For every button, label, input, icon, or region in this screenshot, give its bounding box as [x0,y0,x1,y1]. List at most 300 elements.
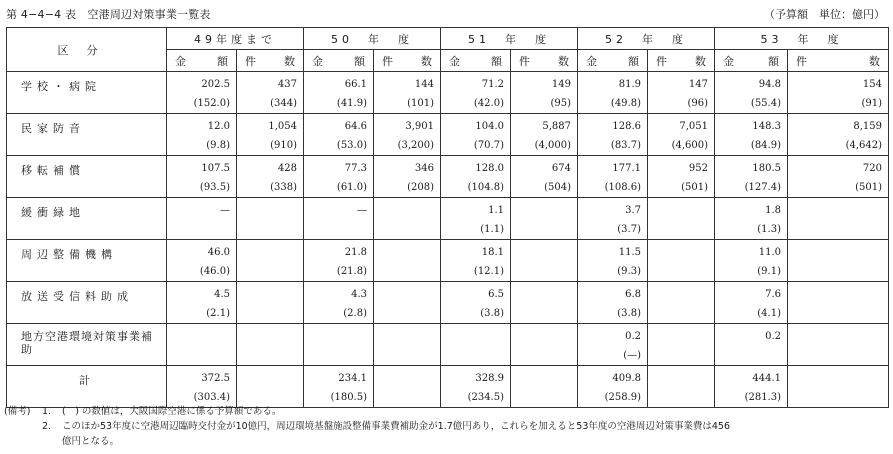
cell-value [308,327,367,346]
amount-cell [578,156,648,198]
cell-value: 6.8 [625,289,641,300]
sub-header-char: 金 [723,54,734,68]
year-header: 50 年 度 [304,28,441,50]
cell-value: — [220,205,230,216]
cell-osaka-value: (70.7) [473,140,504,151]
amount-cell [578,114,648,156]
year-header: 51 年 度 [441,28,578,50]
cell-osaka-value: (234.5) [467,392,504,403]
cell-value: 128.0 [475,163,504,174]
cell-value: 437 [277,79,297,90]
cell-osaka-value [241,220,297,239]
sub-header-char: 金 [586,54,597,68]
sub-header-char: 金 [449,54,460,68]
amount-header [304,50,374,72]
cell-value: 5,887 [542,121,571,132]
cell-value [792,285,882,304]
amount-cell [167,240,237,282]
cell-osaka-value: (4,642) [845,140,882,151]
cell-osaka-value: (303.4) [193,392,230,403]
cell-value: 104.0 [475,121,504,132]
cell-value [515,369,571,388]
table-body [7,72,889,408]
cell-value [652,243,708,262]
count-cell [237,198,304,240]
amount-cell [578,240,648,282]
amount-cell [167,114,237,156]
notes-head: (備考) [4,406,31,417]
category-header-a: 区 [57,43,87,57]
table-row [7,156,889,198]
cell-osaka-value: (84.9) [750,140,781,151]
cell-osaka-value: (4,600) [671,140,708,151]
count-cell [237,72,304,114]
cell-value: 0.2 [765,331,781,342]
cell-value: 720 [862,163,882,174]
count-cell [511,156,578,198]
cell-value [652,369,708,388]
cell-osaka-value: (9.8) [206,140,230,151]
cell-value: 177.1 [612,163,641,174]
count-cell [374,324,441,366]
amount-cell [167,72,237,114]
cell-osaka-value: (9.3) [617,266,641,277]
note-text: このほか53年度に空港周辺臨時交付金が10億円，周辺環境基盤施設整備事業費補助金が1.7億円あり，これらを加えると53年度の空港周辺対策事業費は456 [62,421,731,432]
cell-osaka-value: (91) [861,98,882,109]
sub-header-char: 金 [312,54,323,68]
category-header-b: 分 [86,43,116,57]
cell-value: 8,159 [853,121,882,132]
cell-osaka-value: (55.4) [750,98,781,109]
cell-value [515,243,571,262]
amount-cell [715,198,788,240]
count-header [648,50,715,72]
cell-value: 0.2 [625,331,641,342]
amount-cell [167,198,237,240]
table-row [7,114,889,156]
count-cell [648,114,715,156]
cell-osaka-value: (108.6) [604,182,641,193]
count-cell [511,198,578,240]
cell-value: 7,051 [679,121,708,132]
note-continuation: 億円となる。 [62,436,120,447]
count-cell [648,324,715,366]
count-cell [648,282,715,324]
count-cell [648,198,715,240]
cell-value [241,369,297,388]
count-cell [788,114,889,156]
sub-header-char: 件 [245,54,256,68]
cell-osaka-value: (49.8) [610,98,641,109]
count-cell [511,282,578,324]
cell-osaka-value: (281.3) [744,392,781,403]
cell-value [241,243,297,262]
count-cell [788,240,889,282]
cell-osaka-value: (42.0) [473,98,504,109]
amount-cell [167,324,237,366]
cell-osaka-value [241,304,297,323]
count-cell [788,156,889,198]
table-row [7,198,889,240]
cell-osaka-value [378,262,434,281]
cell-osaka-value [308,346,367,365]
row-label: 周辺整備機構 [7,240,167,282]
count-cell [374,156,441,198]
cell-osaka-value: (152.0) [193,98,230,109]
cell-osaka-value: (2.1) [206,308,230,319]
count-header [374,50,441,72]
amount-cell [167,282,237,324]
cell-value: 3,901 [405,121,434,132]
cell-value: — [357,205,367,216]
amount-cell [715,240,788,282]
cell-value [652,285,708,304]
sub-header-char: 額 [217,54,228,68]
cell-osaka-value [171,346,230,365]
amount-cell [441,240,511,282]
cell-osaka-value: (21.8) [336,266,367,277]
cell-osaka-value [445,346,504,365]
category-header [7,28,167,72]
cell-value [378,285,434,304]
amount-cell [578,324,648,366]
notes [4,404,730,449]
count-cell [237,324,304,366]
cell-osaka-value: (12.1) [473,266,504,277]
cell-osaka-value: (4,000) [534,140,571,151]
count-header [237,50,304,72]
unit-label: （予算額 単位：億円） [764,8,885,21]
sub-header-char: 額 [354,54,365,68]
cell-osaka-value [378,220,434,239]
amount-cell [304,114,374,156]
cell-value: 234.1 [338,373,367,384]
sub-header-char: 件 [382,54,393,68]
count-cell [648,156,715,198]
table-row [7,366,889,408]
amount-cell [715,114,788,156]
count-header [788,50,889,72]
amount-cell [304,324,374,366]
cell-osaka-value [378,346,434,365]
table-row [7,72,889,114]
cell-value [792,369,882,388]
cell-osaka-value: (83.7) [610,140,641,151]
cell-osaka-value: (96) [687,98,708,109]
cell-osaka-value [378,304,434,323]
cell-value: 107.5 [201,163,230,174]
note-number: 1. [42,406,52,417]
cell-value: 428 [277,163,297,174]
cell-osaka-value: (95) [550,98,571,109]
budget-table [6,27,889,408]
sub-header-char: 件 [796,54,807,68]
amount-cell [715,156,788,198]
amount-cell [441,282,511,324]
amount-cell [578,282,648,324]
cell-value [171,327,230,346]
cell-osaka-value [652,262,708,281]
cell-value: 12.0 [207,121,230,132]
note-number: 2. [42,421,52,432]
cell-value: 81.9 [618,79,641,90]
count-cell [788,72,889,114]
amount-cell [715,282,788,324]
cell-osaka-value [308,220,367,239]
cell-value: 444.1 [752,373,781,384]
cell-value: 66.1 [344,79,367,90]
cell-value [241,327,297,346]
cell-value: 1,054 [268,121,297,132]
cell-value: 128.6 [612,121,641,132]
cell-value [652,201,708,220]
cell-value [792,327,882,346]
count-cell [237,282,304,324]
cell-osaka-value [792,388,882,407]
cell-value: 7.6 [765,289,781,300]
row-label: 地方空港環境対策事業補助 [7,324,167,366]
year-header: 49年度まで [167,28,304,50]
amount-cell [715,324,788,366]
cell-osaka-value [792,304,882,323]
cell-osaka-value: (9.1) [757,266,781,277]
cell-value [378,327,434,346]
table-row [7,240,889,282]
amount-cell [441,114,511,156]
count-cell [511,114,578,156]
sub-header-char: 数 [284,54,295,68]
cell-osaka-value: (3.8) [617,308,641,319]
amount-cell [715,366,788,408]
note-text: ( ) の数値は，大阪国際空港に係る予算額である。 [62,406,282,417]
cell-osaka-value [241,346,297,365]
cell-value: 18.1 [481,247,504,258]
year-header: 53 年 度 [715,28,889,50]
cell-osaka-value: (3,200) [397,140,434,151]
sub-header-char: 額 [768,54,779,68]
cell-osaka-value: (258.9) [604,392,641,403]
cell-osaka-value [515,262,571,281]
cell-value: 77.3 [344,163,367,174]
cell-osaka-value: (93.5) [199,182,230,193]
cell-value: 4.3 [351,289,367,300]
cell-value: 3.7 [625,205,641,216]
cell-osaka-value: (338) [270,182,297,193]
amount-header [167,50,237,72]
cell-value: 1.8 [765,205,781,216]
count-cell [374,366,441,408]
sub-header-char: 数 [695,54,706,68]
amount-cell [304,72,374,114]
count-cell [511,366,578,408]
cell-osaka-value [792,346,882,365]
cell-osaka-value [652,220,708,239]
cell-osaka-value: (501) [681,182,708,193]
table-title: 第 4−4−4 表 空港周辺対策事業一覧表 [6,8,211,21]
cell-value: 202.5 [201,79,230,90]
cell-value: 180.5 [752,163,781,174]
count-cell [374,72,441,114]
count-cell [511,324,578,366]
count-cell [237,240,304,282]
amount-header [441,50,511,72]
count-cell [788,324,889,366]
cell-osaka-value: (104.8) [467,182,504,193]
cell-osaka-value: (101) [407,98,434,109]
amount-cell [441,324,511,366]
table-row [7,324,889,366]
count-cell [374,282,441,324]
count-cell [374,114,441,156]
cell-osaka-value [241,262,297,281]
cell-osaka-value: (344) [270,98,297,109]
amount-cell [304,240,374,282]
count-cell [788,198,889,240]
amount-cell [578,366,648,408]
sub-header-char: 数 [869,54,880,68]
amount-cell [167,156,237,198]
cell-osaka-value: (46.0) [199,266,230,277]
cell-osaka-value [792,220,882,239]
count-cell [511,240,578,282]
cell-value [378,201,434,220]
cell-value: 4.5 [214,289,230,300]
cell-osaka-value: (208) [407,182,434,193]
cell-value: 328.9 [475,373,504,384]
sub-header-char: 件 [519,54,530,68]
row-label: 民家防音 [7,114,167,156]
count-cell [237,156,304,198]
cell-value [515,327,571,346]
cell-osaka-value [171,220,230,239]
cell-value: 154 [862,79,882,90]
cell-value [378,243,434,262]
cell-osaka-value: (127.4) [744,182,781,193]
count-cell [374,198,441,240]
cell-osaka-value: (501) [855,182,882,193]
cell-osaka-value: (53.0) [336,140,367,151]
cell-osaka-value [652,346,708,365]
row-label: 学校・病院 [7,72,167,114]
cell-osaka-value [792,262,882,281]
row-label: 放送受信料助成 [7,282,167,324]
amount-cell [304,156,374,198]
amount-header [578,50,648,72]
cell-value [241,285,297,304]
cell-value [445,327,504,346]
sub-header-char: 額 [491,54,502,68]
cell-value: 147 [688,79,708,90]
cell-value: 372.5 [201,373,230,384]
amount-cell [578,198,648,240]
amount-cell [578,72,648,114]
cell-osaka-value: (504) [544,182,571,193]
cell-osaka-value: (3.8) [480,308,504,319]
amount-cell [304,198,374,240]
amount-cell [441,72,511,114]
count-cell [788,282,889,324]
cell-value: 46.0 [207,247,230,258]
cell-value: 148.3 [752,121,781,132]
note-row [4,419,730,434]
amount-header [715,50,788,72]
cell-osaka-value [515,346,571,365]
sub-header-char: 数 [421,54,432,68]
cell-value [515,285,571,304]
cell-value: 149 [551,79,571,90]
cell-value: 94.8 [758,79,781,90]
cell-osaka-value: (1.3) [757,224,781,235]
count-cell [374,240,441,282]
amount-cell [167,366,237,408]
cell-osaka-value: (61.0) [336,182,367,193]
row-label: 移転補償 [7,156,167,198]
row-label: 計 [7,366,167,408]
sub-header-char: 額 [628,54,639,68]
cell-value: 1.1 [488,205,504,216]
cell-value: 952 [688,163,708,174]
cell-value: 11.5 [618,247,641,258]
cell-osaka-value: (2.8) [343,308,367,319]
count-cell [237,114,304,156]
cell-osaka-value [515,304,571,323]
cell-value: 674 [551,163,571,174]
cell-osaka-value: (1.1) [480,224,504,235]
cell-osaka-value [515,220,571,239]
amount-cell [304,366,374,408]
cell-value: 346 [414,163,434,174]
amount-cell [715,72,788,114]
cell-osaka-value [719,346,781,365]
cell-value: 11.0 [758,247,781,258]
count-header [511,50,578,72]
year-header: 52 年 度 [578,28,715,50]
amount-cell [441,156,511,198]
cell-value: 71.2 [481,79,504,90]
sub-header-char: 金 [175,54,186,68]
count-cell [648,240,715,282]
cell-osaka-value: (180.5) [330,392,367,403]
cell-value [241,201,297,220]
count-cell [788,366,889,408]
cell-value [515,201,571,220]
count-cell [237,366,304,408]
cell-value [378,369,434,388]
cell-value: 144 [414,79,434,90]
count-cell [648,366,715,408]
count-cell [511,72,578,114]
cell-value: 21.8 [344,247,367,258]
cell-osaka-value: (910) [270,140,297,151]
cell-osaka-value: (—) [623,350,641,361]
cell-osaka-value: (4.1) [757,308,781,319]
count-cell [648,72,715,114]
cell-osaka-value [652,304,708,323]
cell-value [652,327,708,346]
cell-value: 64.6 [344,121,367,132]
cell-value [792,243,882,262]
note-row [4,404,730,419]
cell-osaka-value: (3.7) [617,224,641,235]
table-row [7,282,889,324]
cell-osaka-value: (41.9) [336,98,367,109]
amount-cell [441,366,511,408]
cell-value [792,201,882,220]
sub-header-char: 件 [656,54,667,68]
amount-cell [304,282,374,324]
cell-value: 6.5 [488,289,504,300]
amount-cell [441,198,511,240]
